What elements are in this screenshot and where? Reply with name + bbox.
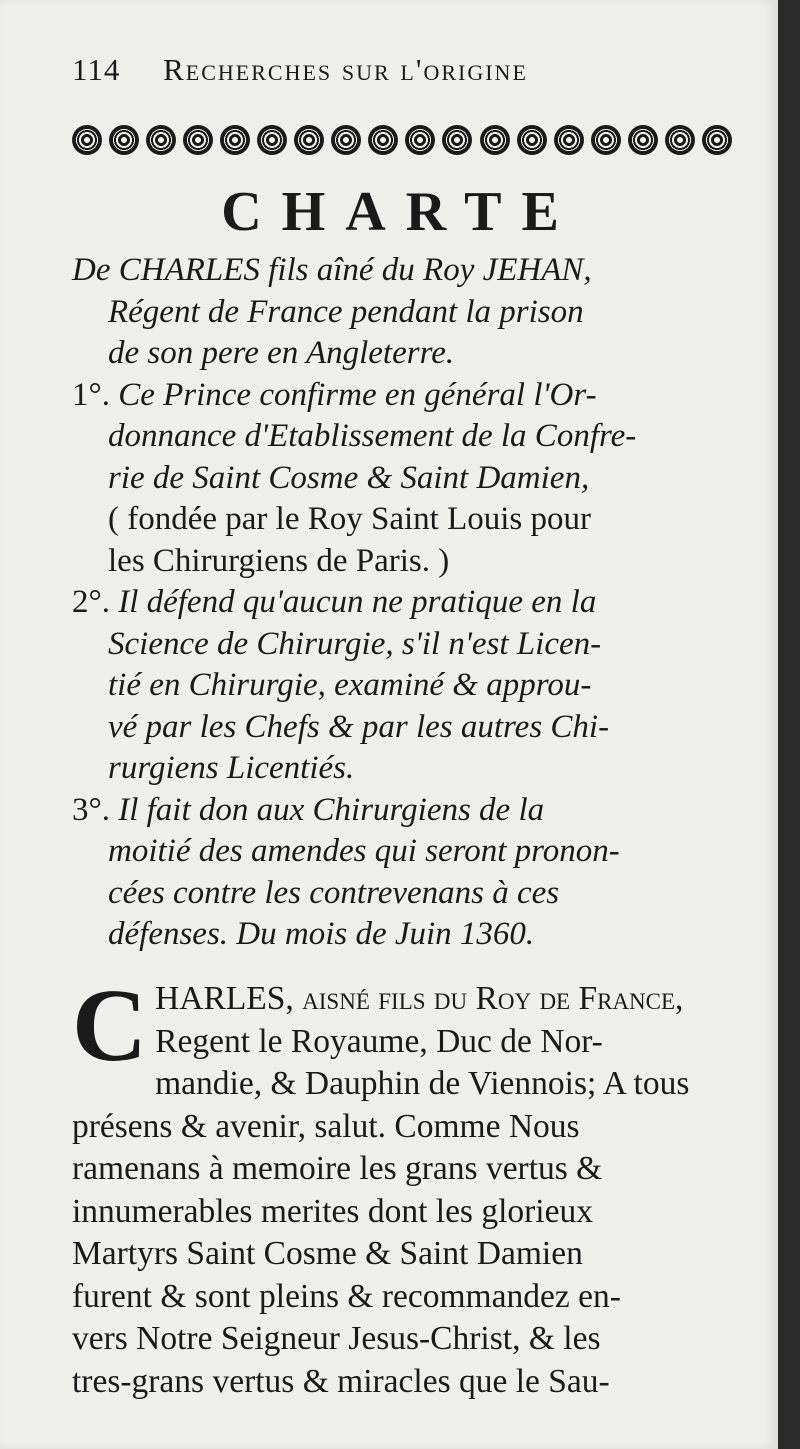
rosette-ornament-icon: [109, 125, 139, 155]
rosette-ornament-icon: [517, 125, 547, 155]
rosette-ornament-icon: [183, 125, 213, 155]
article-label: 1°.: [72, 376, 110, 413]
body-line: Regent le Royaume, Duc de Nor-: [155, 1022, 603, 1060]
article-line: ( fondée par le Roy Saint Louis pour: [108, 501, 591, 537]
rosette-ornament-icon: [294, 125, 324, 155]
article-label: 3°.: [72, 791, 110, 828]
article-line: Il fait don aux Chirurgiens de la: [118, 791, 545, 828]
summary-line: Régent de France pendant la prison: [108, 293, 584, 330]
article-first-line: [72, 790, 740, 832]
summary-line: De CHARLES fils aîné du Roy JEHAN,: [72, 252, 592, 288]
ornament-band: [72, 120, 732, 160]
rosette-ornament-icon: [331, 125, 361, 155]
body-line: innumerables merites dont les glorieux: [72, 1192, 593, 1230]
running-title: Recherches sur l'origine: [163, 52, 528, 87]
body-line: présens & avenir, salut. Comme Nous: [72, 1107, 580, 1145]
article-first-line: [72, 582, 740, 624]
rosette-ornament-icon: [257, 125, 287, 155]
body-line: furent & sont pleins & recommandez en-: [72, 1277, 621, 1315]
page-number: 114: [72, 52, 121, 87]
article-3: [72, 790, 740, 956]
article-line: moitié des amendes qui seront pronon-: [108, 833, 620, 869]
drop-cap: C: [72, 968, 148, 1083]
rosette-ornament-icon: [702, 125, 732, 155]
article-line: donnance d'Etablissement de la Confre-: [108, 418, 637, 454]
article-1: [72, 375, 740, 583]
rosette-ornament-icon: [442, 125, 472, 155]
article-line: les Chirurgiens de Paris. ): [108, 542, 450, 579]
rosette-ornament-icon: [368, 125, 398, 155]
article-label: 2°.: [72, 584, 110, 620]
body-line: HARLES, aisné fils du Roy de France,: [155, 980, 684, 1017]
rosette-ornament-icon: [591, 125, 621, 155]
rosette-ornament-icon: [665, 125, 695, 155]
rosette-ornament-icon: [146, 125, 176, 155]
charter-summary: [72, 250, 740, 956]
article-2: [72, 582, 740, 790]
article-line: tié en Chirurgie, examiné & approu-: [108, 667, 592, 703]
summary-line: de son pere en Angleterre.: [108, 335, 455, 371]
body-line: Martyrs Saint Cosme & Saint Damien: [72, 1235, 583, 1272]
body-line: mandie, & Dauphin de Viennois; A tous: [155, 1065, 690, 1102]
rosette-ornament-icon: [72, 125, 102, 155]
rosette-ornament-icon: [480, 125, 510, 155]
body-line: tres-grans vertus & miracles que le Sau-: [72, 1362, 610, 1400]
article-line: défenses. Du mois de Juin 1360.: [108, 916, 535, 952]
charter-text: [72, 968, 742, 1403]
section-heading: CHARTE: [221, 181, 579, 243]
article-line: cées contre les contrevenans à ces: [108, 874, 560, 911]
summary-intro: [72, 250, 740, 375]
article-first-line: [72, 375, 740, 417]
article-line: rurgiens Licentiés.: [108, 750, 355, 786]
rosette-ornament-icon: [405, 125, 435, 155]
rosette-ornament-icon: [554, 125, 584, 155]
article-line: rie de Saint Cosme & Saint Damien,: [108, 459, 590, 496]
body-line: vers Notre Seigneur Jesus-Christ, & les: [72, 1320, 601, 1357]
rosette-ornament-icon: [628, 125, 658, 155]
article-line: Ce Prince confirme en général l'Or-: [118, 376, 597, 413]
article-line: vé par les Chefs & par les autres Chi-: [108, 708, 610, 745]
article-line: Il défend qu'aucun ne pratique en la: [118, 584, 597, 620]
article-line: Science de Chirurgie, s'il n'est Licen-: [108, 625, 602, 662]
rosette-ornament-icon: [220, 125, 250, 155]
running-head: [72, 52, 712, 88]
body-line: ramenans à memoire les grans vertus &: [72, 1150, 603, 1187]
